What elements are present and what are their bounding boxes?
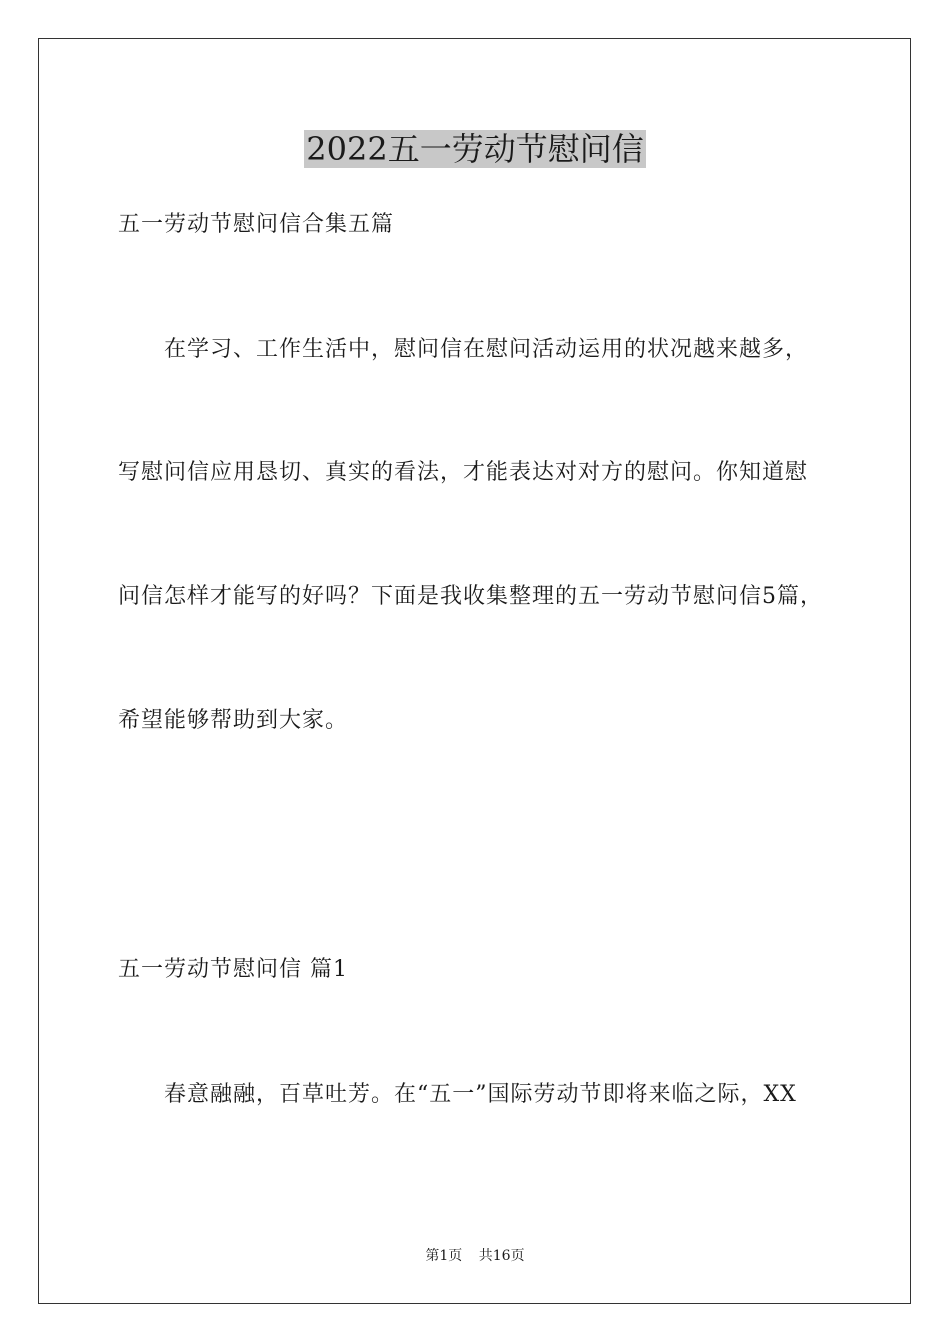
intro-line-2: 写慰问信应用恳切、真实的看法，才能表达对对方的慰问。你知道慰 <box>118 460 809 485</box>
page-footer <box>0 1247 950 1265</box>
section-line-1: 春意融融，百草吐芳。在“五一”国际劳动节即将来临之际，XX <box>164 1082 797 1107</box>
page-number-total: 共16页 <box>478 1248 525 1264</box>
section-heading: 五一劳动节慰问信 篇1 <box>118 957 348 982</box>
document-title <box>0 128 950 170</box>
page-number-current: 第1页 <box>425 1248 463 1264</box>
intro-line-3: 问信怎样才能写的好吗？下面是我收集整理的五一劳动节慰问信5篇， <box>118 584 823 609</box>
document-subtitle: 五一劳动节慰问信合集五篇 <box>118 212 395 237</box>
intro-line-4: 希望能够帮助到大家。 <box>118 708 349 733</box>
intro-line-1: 在学习、工作生活中，慰问信在慰问活动运用的状况越来越多， <box>164 337 809 362</box>
document-title-text: 2022五一劳动节慰问信 <box>306 130 644 168</box>
